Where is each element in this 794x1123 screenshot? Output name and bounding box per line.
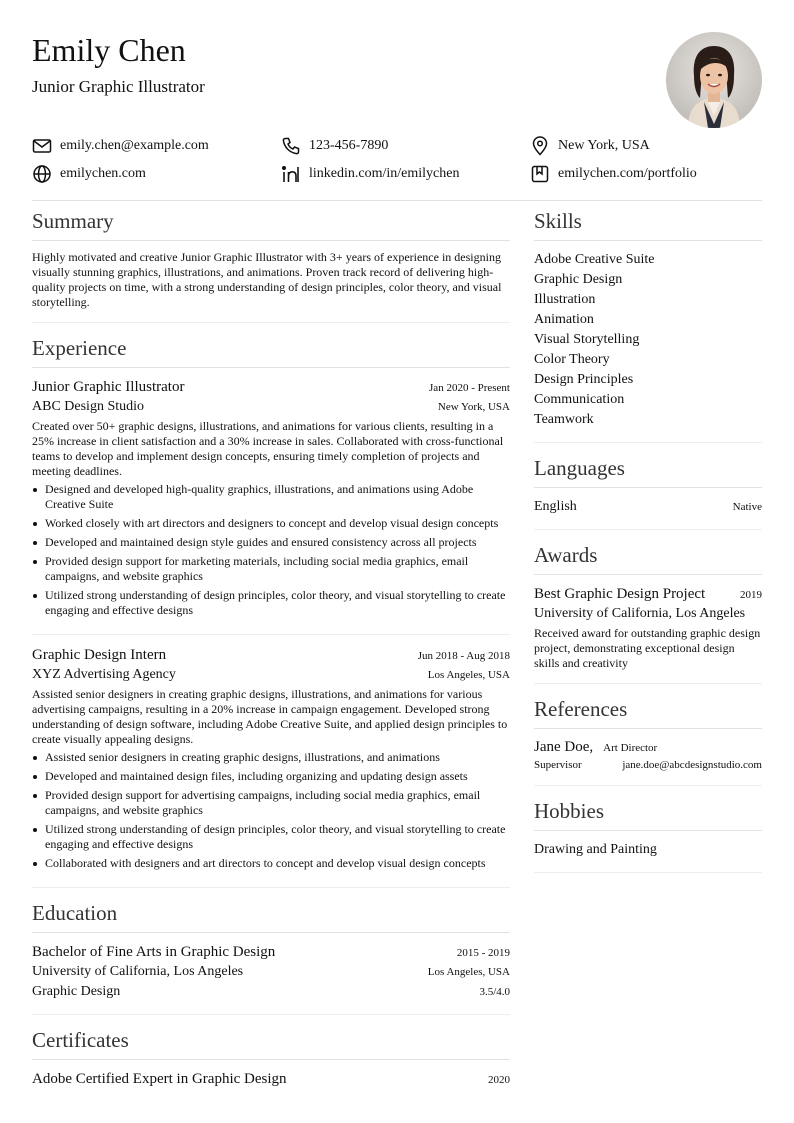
skill-item: Communication bbox=[534, 392, 625, 407]
awards-section bbox=[534, 534, 762, 684]
resume-header bbox=[32, 30, 762, 130]
contact-portfolio-text: emilychen.com/portfolio bbox=[558, 166, 697, 181]
job-company: XYZ Advertising Agency bbox=[32, 667, 176, 682]
skill-item: Visual Storytelling bbox=[534, 332, 640, 347]
references-section bbox=[534, 688, 762, 786]
contact-phone[interactable] bbox=[281, 134, 388, 158]
experience-section bbox=[32, 327, 510, 888]
experience-entry bbox=[32, 634, 510, 887]
skills-heading: Skills bbox=[534, 200, 762, 241]
job-dates: Jan 2020 - Present bbox=[429, 382, 510, 394]
contact-phone-text: 123-456-7890 bbox=[309, 138, 389, 153]
contact-website-text: emilychen.com bbox=[60, 166, 146, 181]
education-degree: Bachelor of Fine Arts in Graphic Design bbox=[32, 944, 276, 960]
list-item: Assisted senior designers in creating graphic designs, illustrations, and animations bbox=[32, 750, 510, 765]
list-item: Collaborated with designers and art directors to concept and develop visual design concepts bbox=[32, 856, 510, 871]
hobbies-heading: Hobbies bbox=[534, 790, 762, 831]
award-description: Received award for outstanding graphic design project, demonstrating exceptional design skills and creativity bbox=[534, 626, 761, 670]
language-name: English bbox=[534, 499, 577, 514]
contact-email-text: emily.chen@example.com bbox=[60, 138, 209, 153]
awards-heading: Awards bbox=[534, 534, 762, 575]
certificate-name: Adobe Certified Expert in Graphic Design bbox=[32, 1071, 287, 1087]
sidebar-column bbox=[534, 200, 762, 873]
contact-website[interactable] bbox=[32, 162, 146, 186]
languages-heading: Languages bbox=[534, 447, 762, 488]
summary-heading: Summary bbox=[32, 200, 510, 241]
portfolio-icon bbox=[530, 164, 550, 184]
experience-heading: Experience bbox=[32, 327, 510, 368]
certificate-year: 2020 bbox=[488, 1074, 510, 1086]
job-dates: Jun 2018 - Aug 2018 bbox=[417, 650, 510, 662]
contact-portfolio[interactable] bbox=[530, 162, 697, 186]
profile-photo bbox=[666, 32, 762, 128]
language-level: Native bbox=[732, 501, 762, 513]
education-location: Los Angeles, USA bbox=[427, 966, 510, 978]
job-location: New York, USA bbox=[437, 401, 510, 413]
reference-email[interactable]: jane.doe@abcdesignstudio.com bbox=[622, 759, 762, 771]
linkedin-icon bbox=[281, 164, 301, 184]
skill-item: Teamwork bbox=[534, 412, 594, 427]
job-bullets bbox=[32, 482, 510, 618]
summary-section bbox=[32, 200, 510, 323]
phone-icon bbox=[281, 136, 301, 156]
education-school: University of California, Los Angeles bbox=[32, 964, 244, 979]
job-description: Assisted senior designers in creating graphic designs, illustrations, and animations for various advertising campaigns, resulting in a 20% increase in campaign engagement. Developed strong understanding of design software, including Adobe Creative Suite, and applied design principles to create visually appealing designs. bbox=[32, 687, 508, 746]
list-item: Worked closely with art directors and designers to concept and develop visual design concepts bbox=[32, 516, 510, 531]
contact-email[interactable] bbox=[32, 134, 209, 158]
languages-section bbox=[534, 447, 762, 530]
references-heading: References bbox=[534, 688, 762, 729]
job-description: Created over 50+ graphic designs, illustrations, and animations for various clients, resulting in a 25% increase in client satisfaction and a 30% increase in sales. Collaborated with cross-functional teams to develop and implement design concepts, ensuring timely completion of projects and meeting deadlines. bbox=[32, 419, 504, 478]
education-dates: 2015 - 2019 bbox=[456, 947, 510, 959]
main-column bbox=[32, 200, 510, 1101]
skill-item: Animation bbox=[534, 312, 594, 327]
contact-linkedin[interactable] bbox=[281, 162, 459, 186]
education-field: Graphic Design bbox=[32, 984, 121, 999]
reference-relation: Supervisor bbox=[534, 759, 582, 771]
education-gpa: 3.5/4.0 bbox=[479, 986, 510, 998]
reference-name: Jane Doe, bbox=[534, 739, 594, 755]
skill-item: Color Theory bbox=[534, 352, 610, 367]
award-year: 2019 bbox=[740, 589, 762, 601]
skill-item: Design Principles bbox=[534, 372, 634, 387]
contact-linkedin-text: linkedin.com/in/emilychen bbox=[309, 166, 460, 181]
job-bullets bbox=[32, 750, 510, 871]
contact-location bbox=[530, 134, 650, 158]
list-item: Provided design support for advertising campaigns, including social media graphics, email campaigns, and website graphics bbox=[32, 788, 510, 818]
experience-entry bbox=[32, 377, 510, 634]
skill-item: Adobe Creative Suite bbox=[534, 252, 655, 267]
skill-item: Graphic Design bbox=[534, 272, 623, 287]
hobby-item: Drawing and Painting bbox=[534, 842, 657, 857]
list-item: Developed and maintained design style guides and ensured consistency across all projects bbox=[32, 535, 510, 550]
candidate-title: Junior Graphic Illustrator bbox=[32, 77, 205, 96]
skill-item: Illustration bbox=[534, 292, 596, 307]
job-role: Graphic Design Intern bbox=[32, 647, 167, 663]
education-heading: Education bbox=[32, 892, 510, 933]
globe-icon bbox=[32, 164, 52, 184]
summary-text: Highly motivated and creative Junior Graphic Illustrator with 3+ years of experience in designing visually stunning graphics, illustrations, and animations. Proven track record of delivering high-quality projects on time, with a strong understanding of design principles, color theory, and visual storytelling. bbox=[32, 250, 502, 309]
candidate-name: Emily Chen bbox=[32, 32, 186, 68]
location-pin-icon bbox=[530, 136, 550, 156]
job-company: ABC Design Studio bbox=[32, 399, 145, 414]
job-location: Los Angeles, USA bbox=[427, 669, 510, 681]
job-role: Junior Graphic Illustrator bbox=[32, 379, 185, 395]
list-item: Utilized strong understanding of design principles, color theory, and visual storytelling to create engaging and effective designs bbox=[32, 588, 510, 618]
list-item: Designed and developed high-quality graphics, illustrations, and animations using Adobe Creative Suite bbox=[32, 482, 510, 512]
education-section bbox=[32, 892, 510, 1015]
certificates-section bbox=[32, 1019, 510, 1101]
list-item: Utilized strong understanding of design principles, color theory, and visual storytelling to create engaging and effective designs bbox=[32, 822, 510, 852]
list-item: Provided design support for marketing materials, including social media graphics, email campaigns, and website graphics bbox=[32, 554, 510, 584]
award-issuer: University of California, Los Angeles bbox=[534, 606, 746, 621]
reference-position: Art Director bbox=[603, 742, 658, 754]
mail-icon bbox=[32, 136, 52, 156]
skills-section bbox=[534, 200, 762, 443]
award-title: Best Graphic Design Project bbox=[534, 586, 706, 602]
certificates-heading: Certificates bbox=[32, 1019, 510, 1060]
hobbies-section bbox=[534, 790, 762, 873]
list-item: Developed and maintained design files, including organizing and updating design assets bbox=[32, 769, 510, 784]
contact-location-text: New York, USA bbox=[558, 138, 650, 153]
